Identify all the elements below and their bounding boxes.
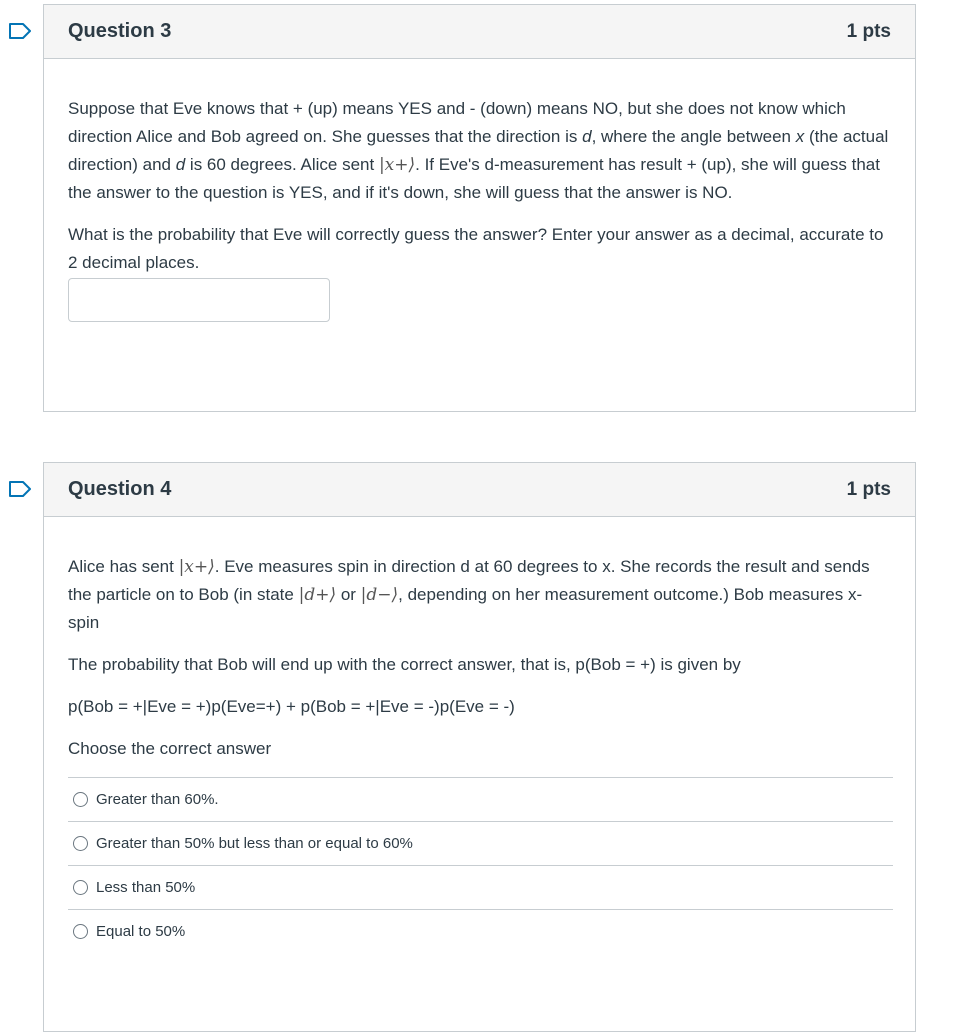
ket-x-plus: |x+⟩ bbox=[378, 155, 416, 175]
text: Alice has sent bbox=[68, 557, 179, 576]
option-label: Greater than 60%. bbox=[96, 791, 219, 808]
ket-d-plus: |d+⟩ bbox=[298, 585, 337, 605]
text: (the actual direction) and bbox=[68, 127, 889, 174]
answer-option[interactable] bbox=[68, 777, 893, 821]
option-label: Equal to 50% bbox=[96, 923, 186, 940]
question-header bbox=[44, 463, 915, 517]
text: , where the angle between bbox=[591, 127, 796, 146]
instruction: Choose the correct answer bbox=[68, 739, 272, 758]
answer-input[interactable] bbox=[68, 278, 330, 322]
text: , depending on her measurement outcome.) Bob measures x-spin bbox=[68, 585, 863, 632]
flag-question-icon[interactable] bbox=[9, 23, 31, 39]
text: x bbox=[795, 127, 805, 146]
flag-question-icon[interactable] bbox=[9, 481, 31, 497]
radio-icon[interactable] bbox=[73, 792, 88, 807]
answer-options bbox=[68, 777, 893, 953]
question-points: 1 pts bbox=[846, 20, 891, 42]
radio-icon[interactable] bbox=[73, 924, 88, 939]
question-paragraph bbox=[68, 95, 891, 207]
answer-option[interactable] bbox=[68, 909, 893, 953]
question-paragraph: What is the probability that Eve will correctly guess the answer? Enter your answer as a decimal, accurate to 2 decimal places. bbox=[68, 225, 884, 272]
radio-icon[interactable] bbox=[73, 836, 88, 851]
question-title: Question 4 bbox=[68, 478, 172, 500]
question-header bbox=[44, 5, 915, 59]
question-3 bbox=[43, 4, 916, 412]
question-points: 1 pts bbox=[846, 478, 891, 500]
question-text bbox=[44, 59, 915, 277]
option-label: Less than 50% bbox=[96, 879, 196, 896]
radio-icon[interactable] bbox=[73, 880, 88, 895]
answer-option[interactable] bbox=[68, 865, 893, 909]
ket-x-plus: |x+⟩ bbox=[178, 557, 215, 577]
text: or bbox=[336, 585, 361, 604]
text: Suppose that Eve knows that + (up) means YES and - (down) means NO, but she does not know which direction Alice and Bob agreed on. She guesses that the direction is bbox=[68, 99, 846, 146]
answer-option[interactable] bbox=[68, 821, 893, 865]
text: d bbox=[582, 127, 592, 146]
text: d bbox=[175, 155, 186, 174]
text: . Eve measures spin in direction d at 60 degrees to x. She records the result and sends the particle on to Bob (in state bbox=[68, 557, 870, 604]
question-text bbox=[44, 517, 915, 763]
formula: p(Bob = +|Eve = +)p(Eve=+) + p(Bob = +|Eve = -)p(Eve = -) bbox=[68, 697, 515, 716]
question-4 bbox=[43, 462, 916, 1032]
text: . If Eve's d-measurement has result + (up), she will guess that the answer to the question is YES, and if it's down, she will guess that the answer is NO. bbox=[68, 155, 880, 202]
option-label: Greater than 50% but less than or equal to 60% bbox=[96, 835, 413, 852]
question-paragraph bbox=[68, 553, 891, 637]
question-title: Question 3 bbox=[68, 20, 172, 42]
question-paragraph: The probability that Bob will end up with the correct answer, that is, p(Bob = +) is given by bbox=[68, 655, 741, 674]
ket-d-minus: |d−⟩ bbox=[360, 585, 399, 605]
text: is 60 degrees. Alice sent bbox=[185, 155, 379, 174]
